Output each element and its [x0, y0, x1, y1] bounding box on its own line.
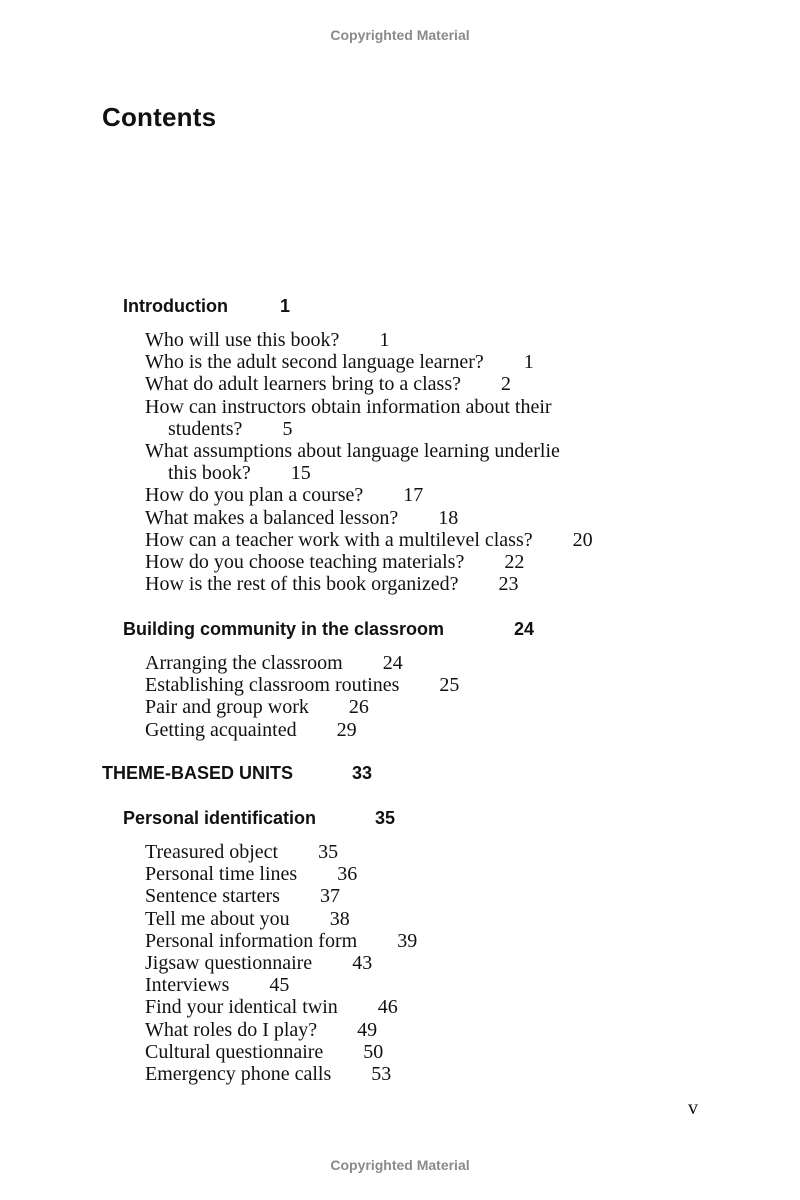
toc-entry-page: 45	[269, 974, 290, 997]
toc-entry-page: 46	[377, 996, 398, 1019]
toc-entry-title: How do you choose teaching materials?	[145, 551, 465, 574]
toc-entry-title: What roles do I play?	[145, 1018, 318, 1041]
page-title: Contents	[102, 102, 217, 132]
toc-entry	[0, 396, 800, 418]
toc-entry	[0, 551, 800, 573]
section-heading-page: 24	[514, 619, 535, 639]
toc-entry	[0, 652, 800, 674]
toc-entry-page: 2	[501, 373, 511, 396]
toc-entry	[0, 674, 800, 696]
toc-entry-page: 5	[282, 417, 293, 440]
toc-entry	[0, 484, 800, 506]
toc-entry	[0, 1063, 800, 1085]
toc-entry-page: 49	[357, 1018, 378, 1041]
toc-entry-page: 24	[382, 652, 403, 674]
toc-entry-title: Pair and group work	[145, 696, 309, 719]
toc-entry-title: Who will use this book?	[145, 329, 340, 351]
section-heading-label: Introduction	[123, 296, 228, 316]
page-number: v	[688, 1097, 698, 1119]
toc-entry-title: Emergency phone calls	[145, 1063, 332, 1086]
toc-entry-page: 36	[337, 863, 358, 886]
toc-entry-title-cont: this book?	[168, 462, 251, 485]
copyright-watermark-top: Copyrighted Material	[330, 27, 470, 43]
section-heading-page: 35	[375, 808, 396, 828]
toc-entry-page: 25	[439, 674, 460, 697]
toc-entry-page: 39	[397, 929, 418, 952]
toc-entry	[0, 373, 800, 395]
toc-entry-title: How do you plan a course?	[145, 484, 364, 507]
entry-list	[0, 652, 800, 741]
toc-entry-page: 29	[336, 718, 357, 741]
toc-entry-title: Jigsaw questionnaire	[145, 952, 313, 975]
toc-entry-page: 15	[290, 462, 311, 485]
toc-entry-page: 1	[379, 329, 390, 351]
copyright-watermark-bottom: Copyrighted Material	[330, 1157, 470, 1173]
toc-entry-page: 22	[504, 551, 525, 574]
entry-list	[0, 329, 800, 595]
toc-entry-title: Cultural questionnaire	[145, 1040, 324, 1063]
toc-entry-title: Tell me about you	[145, 907, 290, 930]
toc-entry	[0, 930, 800, 952]
entry-list	[0, 841, 800, 1085]
toc-entry-title: Personal time lines	[145, 863, 298, 886]
toc-entry-page: 26	[348, 696, 369, 719]
toc-entry	[0, 908, 800, 930]
toc-section	[0, 807, 800, 1085]
toc-entry	[0, 863, 800, 885]
toc-entry-page: 23	[498, 573, 519, 596]
toc-entry-title-cont: students?	[168, 417, 243, 440]
toc-entry-page: 50	[363, 1040, 384, 1063]
toc-entry-title: What do adult learners bring to a class?	[145, 373, 461, 396]
toc-entry-title: Who is the adult second language learner?	[145, 351, 484, 374]
toc-entry-page: 17	[403, 484, 424, 507]
toc-entry-title: Arranging the classroom	[145, 652, 343, 674]
toc-entry	[0, 974, 800, 996]
toc-entry-title: Interviews	[145, 974, 230, 997]
toc-entry	[0, 507, 800, 529]
toc-entry-title: Getting acquainted	[145, 718, 297, 741]
toc-entry-continuation	[0, 418, 800, 440]
section-heading	[0, 295, 800, 317]
section-heading-page: 1	[280, 296, 291, 316]
toc-entry	[0, 696, 800, 718]
toc-entry-title: What makes a balanced lesson?	[145, 506, 399, 529]
section-heading	[0, 762, 800, 784]
toc-entry-title: Establishing classroom routines	[145, 674, 400, 697]
toc-entry-title: How is the rest of this book organized?	[145, 573, 459, 596]
toc-entry-title: Find your identical twin	[145, 996, 338, 1019]
toc-entry	[0, 952, 800, 974]
toc-entry	[0, 329, 800, 351]
toc-entry	[0, 885, 800, 907]
toc-entry-page: 37	[319, 885, 340, 908]
toc-entry-page: 1	[523, 351, 534, 374]
toc-entry-page: 35	[318, 841, 339, 863]
toc-section	[0, 762, 800, 784]
toc-entry	[0, 351, 800, 373]
toc-entry-continuation	[0, 462, 800, 484]
toc-entry-title: Treasured object	[145, 841, 279, 863]
toc-entry	[0, 529, 800, 551]
section-heading-page: 33	[352, 763, 373, 783]
toc-entry-page: 20	[572, 528, 593, 551]
toc-entry	[0, 719, 800, 741]
toc-section	[0, 295, 800, 595]
toc-entry	[0, 996, 800, 1018]
toc-entry-title: Personal information form	[145, 929, 358, 952]
toc-entry-title: What assumptions about language learning underlie	[145, 440, 560, 463]
toc-section	[0, 618, 800, 741]
toc-entry-page: 53	[371, 1063, 392, 1086]
section-heading-label: THEME-BASED UNITS	[102, 763, 294, 783]
section-heading	[0, 807, 800, 829]
toc-entry-title: How can instructors obtain information about their	[145, 395, 552, 418]
toc-entry	[0, 841, 800, 863]
section-heading-label: Personal identification	[123, 808, 317, 828]
toc-entry	[0, 440, 800, 462]
toc-entry	[0, 1041, 800, 1063]
toc-entry-page: 43	[352, 952, 373, 975]
toc-entry	[0, 1019, 800, 1041]
section-heading	[0, 618, 800, 640]
section-heading-label: Building community in the classroom	[123, 619, 445, 639]
toc-entry-title: Sentence starters	[145, 885, 280, 908]
toc-entry-title: How can a teacher work with a multilevel class?	[145, 528, 533, 551]
toc-entry-page: 38	[329, 907, 350, 930]
toc-entry	[0, 573, 800, 595]
toc-entry-page: 18	[438, 506, 459, 529]
